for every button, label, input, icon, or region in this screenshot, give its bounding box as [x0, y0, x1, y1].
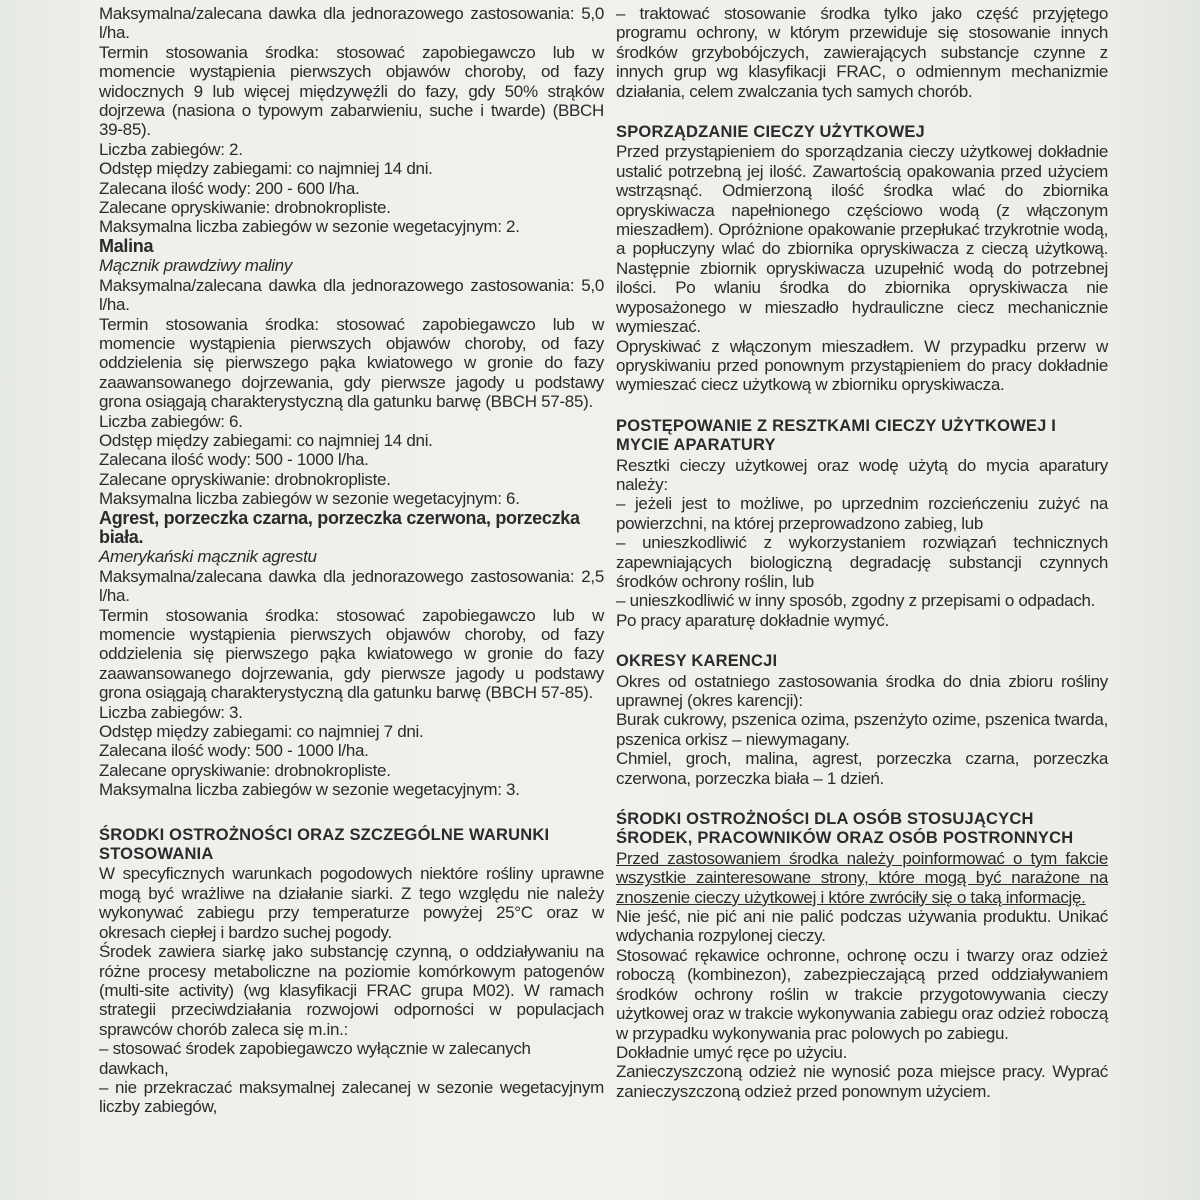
withdrawal-paragraph-1: Okres od ostatniego zastosowania środka do dnia zbioru rośliny uprawnej (okres karencji): — [616, 671, 1108, 710]
crop-heading-agrest: Agrest, porzeczka czarna, porzeczka czerwona, porzeczka biała. — [99, 507, 580, 547]
preparation-paragraph-2: Opryskiwać z włączonym mieszadłem. W przypadku przerw w opryskiwaniu przed ponownym przystąpieniem do pracy dokładnie wymieszać ciecz użytkową w zbiorniku opryskiwacza. — [616, 336, 1108, 395]
spacer — [616, 788, 1108, 810]
beet-max: Maksymalna liczba zabiegów w sezonie wegetacyjnym: 2. — [99, 217, 520, 237]
safety-paragraph-5: Zanieczyszczoną odzież nie wynosić poza miejsce pracy. Wyprać zanieczyszczoną odzież przed ponownym użyciem. — [616, 1062, 1108, 1101]
disease-agrest: Amerykański mącznik agrestu — [99, 547, 317, 567]
agrest-water: Zalecana ilość wody: 500 - 1000 l/ha. — [99, 741, 369, 761]
safety-paragraph-1: Przed zastosowaniem środka należy poinformować o tym fakcie wszystkie zainteresowane strony, które mogą być narażone na znoszenie cieczy użytkowej i które zwróciły się o taką informację. — [616, 848, 1108, 907]
preparation-paragraph-1: Przed przystąpieniem do sporządzania cieczy użytkowej dokładnie ustalić potrzebną jej ilość. Zawartością opakowania przed użyciem wstrząsnąć. Odmierzoną ilość środka wlać do zbiornika opryskiwacza napełnionego częściowo wodą (z włączonym mieszadłem). Opróżnione opakowanie przepłukać trzykrotnie wodą, a popłuczyny wlać do zbiornika opryskiwacza z cieczą użytkową. Następnie zbiornik opryskiwacza uzupełnić wodą do potrzebnej ilości. Po wlaniu środka do zbiornika opryskiwacza nie wyposażonego w mieszadło hydrauliczne ciecz mechanicznie wymieszać. — [616, 142, 1108, 337]
precautions-paragraph-2: Środek zawiera siarkę jako substancję czynną, o oddziaływaniu na różne procesy metaboliczne na poziomie komórkowym patogenów (multi-site activity) (wg klasyfikacji FRAC grupa M02). W ramach strategii przeciwdziałania rozwojowi odporności w populacjach sprawców chorób zaleca się m.in.: — [99, 942, 604, 1039]
section-heading-residues: POSTĘPOWANIE Z RESZTKAMI CIECZY UŻYTKOWEJ I MYCIE APARATURY — [616, 416, 1057, 455]
withdrawal-paragraph-2: Burak cukrowy, pszenica ozima, pszenżyto ozime, pszenica twarda, pszenica orkisz – niewymagany. — [616, 710, 1108, 749]
beet-dose: Maksymalna/zalecana dawka dla jednorazowego zastosowania: 5,0 l/ha. — [99, 4, 604, 43]
beet-spray: Zalecane opryskiwanie: drobnokropliste. — [99, 198, 391, 218]
section-heading-safety: ŚRODKI OSTROŻNOŚCI DLA OSÓB STOSUJĄCYCH ŚRODEK, PRACOWNIKÓW ORAZ OSÓB POSTRONNYCH — [616, 810, 1074, 848]
withdrawal-paragraph-3: Chmiel, groch, malina, agrest, porzeczka czarna, porzeczka czerwona, porzeczka biała – 1 dzień. — [616, 749, 1108, 788]
agrest-spray: Zalecane opryskiwanie: drobnokropliste. — [99, 760, 391, 780]
malina-interval: Odstęp między zabiegami: co najmniej 14 dni. — [99, 430, 433, 450]
spacer — [616, 630, 1108, 652]
frac-bullet: – traktować stosowanie środka tylko jako część przyjętego programu ochrony, w którym przewiduje się stosowanie innych środków grzybobójczych, zawierających substancje czynne z innych grup wg klasyfikacji FRAC, o odmiennym mechanizmie działania, celem zwalczania tych samych chorób. — [616, 4, 1108, 101]
spacer — [99, 800, 604, 826]
precautions-paragraph-1: W specyficznych warunkach pogodowych niektóre rośliny uprawne mogą być wrażliwe na działanie siarki. Z tego względu nie należy wykonywać zabiegu przy temperaturze powyżej 25°C oraz w okresach ciepłej i bardzo suchej pogody. — [99, 864, 604, 942]
malina-spray: Zalecane opryskiwanie: drobnokropliste. — [99, 469, 391, 489]
residues-bullet-3: – unieszkodliwić w inny sposób, zgodny z przepisami o odpadach. — [616, 591, 1096, 611]
safety-paragraph-2: Nie jeść, nie pić ani nie palić podczas używania produktu. Unikać wdychania rozpylonej cieczy. — [616, 907, 1108, 946]
right-column — [616, 4, 1108, 1101]
malina-dose: Maksymalna/zalecana dawka dla jednorazowego zastosowania: 5,0 l/ha. — [99, 275, 604, 315]
agrest-max: Maksymalna liczba zabiegów w sezonie wegetacyjnym: 3. — [99, 780, 520, 800]
spacer — [616, 395, 1108, 417]
residues-paragraph-1: Resztki cieczy użytkowej oraz wodę użytą do mycia aparatury należy: — [616, 455, 1108, 494]
beet-timing: Termin stosowania środka: stosować zapobiegawczo lub w momencie wystąpienia pierwszych objawów choroby, od fazy widocznych 9 lub więcej międzywęźli do fazy, gdy 50% strąków dojrzewa (nasiona o typowym zabarwieniu, suche i twarde) (BBCH 39-85). — [99, 42, 604, 140]
crop-heading-malina: Malina — [99, 235, 154, 256]
residues-bullet-1: – jeżeli jest to możliwe, po uprzednim rozcieńczeniu zużyć na powierzchni, na której przeprowadzono zabieg, lub — [616, 494, 1108, 533]
malina-max: Maksymalna liczba zabiegów w sezonie wegetacyjnym: 6. — [99, 489, 520, 509]
section-heading-preparation: SPORZĄDZANIE CIECZY UŻYTKOWEJ — [616, 123, 925, 142]
precautions-bullet-2: – nie przekraczać maksymalnej zalecanej w sezonie wegetacyjnym liczby zabiegów, — [99, 1077, 604, 1117]
residues-bullet-2: – unieszkodliwić z wykorzystaniem rozwiązań technicznych zapewniających biologiczną degradację substancji czynnych środków ochrony roślin, lub — [616, 533, 1108, 591]
malina-water: Zalecana ilość wody: 500 - 1000 l/ha. — [99, 450, 369, 470]
agrest-timing: Termin stosowania środka: stosować zapobiegawczo lub w momencie wystąpienia pierwszych objawów choroby, od fazy oddzielenia się pierwszego pąka kwiatowego w gronie do fazy zaawansowanego dojrzewania, gdy pierwsze jagody u podstawy grona osiągają charakterystyczną dla gatunku barwę (BBCH 57-85). — [99, 605, 604, 703]
beet-water: Zalecana ilość wody: 200 - 600 l/ha. — [99, 178, 360, 198]
safety-paragraph-3: Stosować rękawice ochronne, ochronę oczu i twarzy oraz odzież roboczą (kombinezon), zabezpieczającą przed oddziaływaniem środków ochrony roślin w trakcie przygotowywania cieczy użytkowej oraz w trakcie wykonywania zabiegu oraz odzież roboczą w przypadku wykonywania prac polowych po zabiegu. — [616, 945, 1108, 1043]
section-heading-precautions: ŚRODKI OSTROŻNOŚCI ORAZ SZCZEGÓLNE WARUNKI STOSOWANIA — [99, 825, 550, 864]
agrest-interval: Odstęp między zabiegami: co najmniej 7 dni. — [99, 722, 424, 742]
malina-count: Liczba zabiegów: 6. — [99, 411, 243, 431]
precautions-bullet-1: – stosować środek zapobiegawczo wyłącznie w zalecanych dawkach, — [99, 1039, 531, 1078]
spacer — [616, 101, 1108, 123]
disease-malina: Mącznik prawdziwy maliny — [99, 256, 293, 276]
section-heading-withdrawal: OKRESY KARENCJI — [616, 652, 778, 671]
residues-paragraph-2: Po pracy aparaturę dokładnie wymyć. — [616, 610, 889, 630]
beet-count: Liczba zabiegów: 2. — [99, 139, 243, 159]
malina-timing: Termin stosowania środka: stosować zapobiegawczo lub w momencie wystąpienia pierwszych objawów choroby, od fazy oddzielenia się pierwszego pąka kwiatowego w gronie do fazy zaawansowanego dojrzewania, gdy pierwsze jagody u podstawy grona osiągają charakterystyczną dla gatunku barwę (BBCH 57-85). — [99, 314, 604, 412]
left-column — [99, 4, 604, 1117]
agrest-count: Liczba zabiegów: 3. — [99, 702, 243, 722]
agrest-dose: Maksymalna/zalecana dawka dla jednorazowego zastosowania: 2,5 l/ha. — [99, 566, 604, 606]
beet-interval: Odstęp między zabiegami: co najmniej 14 dni. — [99, 159, 433, 179]
safety-paragraph-4: Dokładnie umyć ręce po użyciu. — [616, 1042, 848, 1062]
